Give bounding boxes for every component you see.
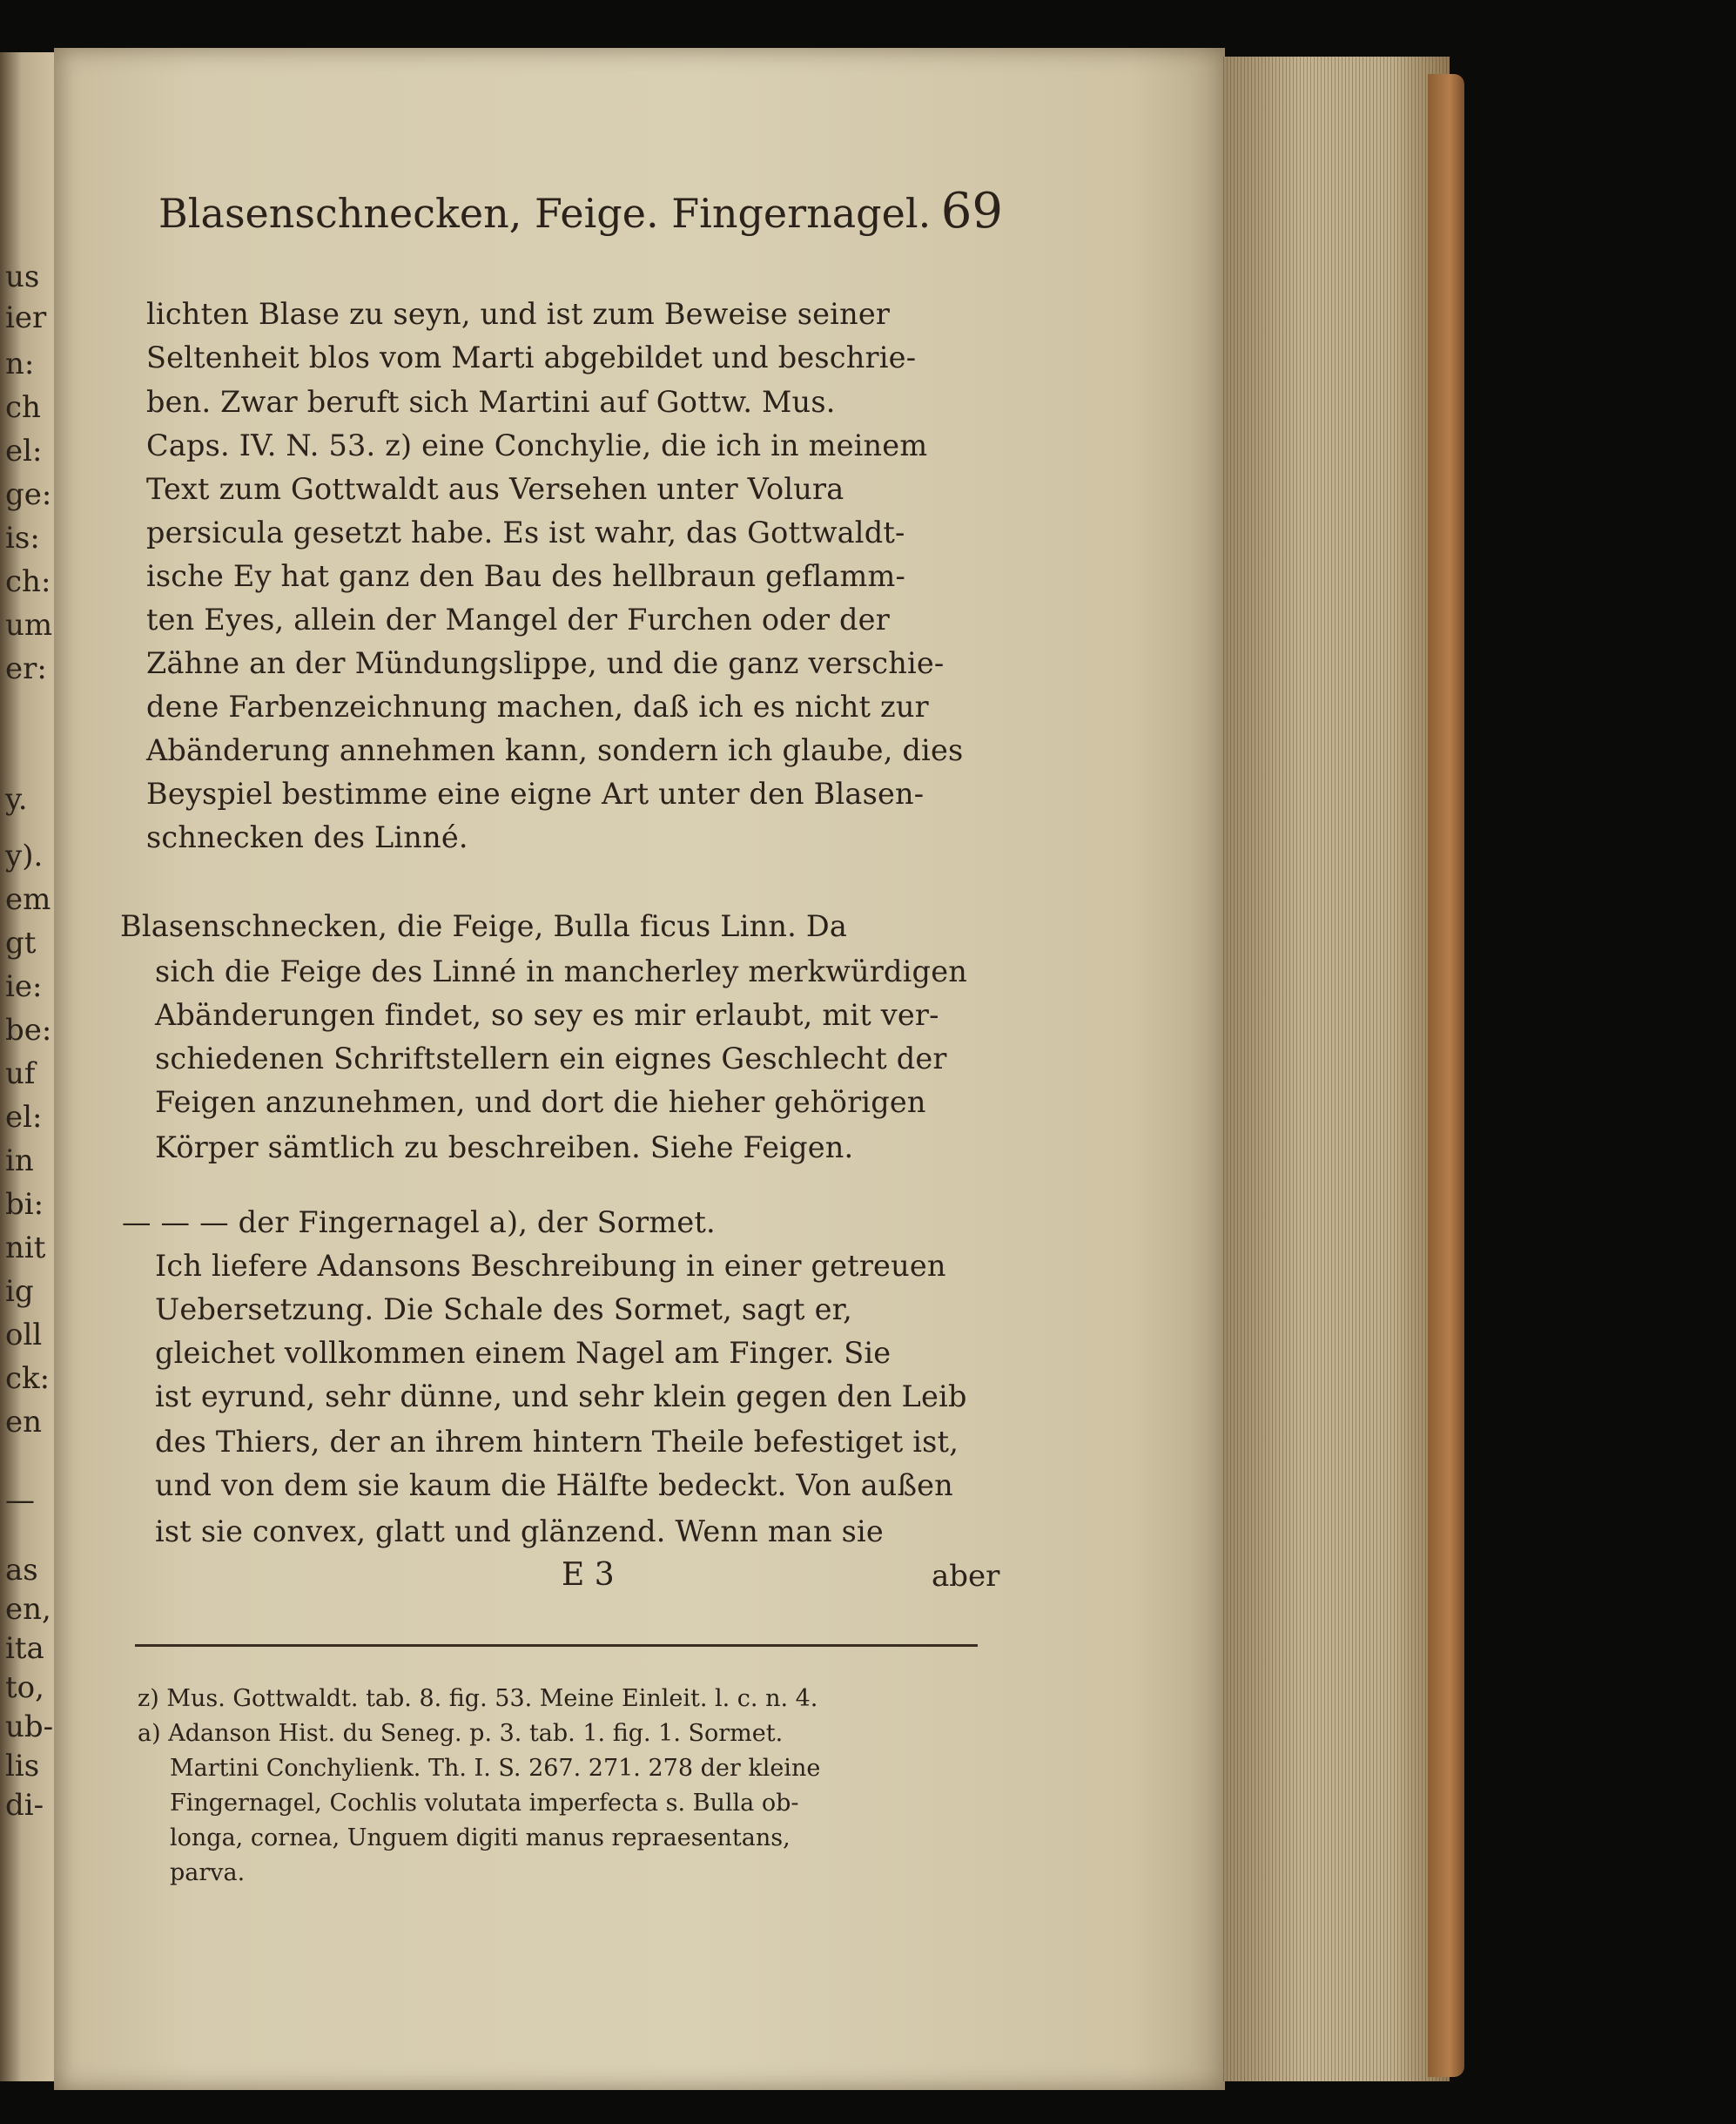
running-head: Blasenschnecken, Feige. Fingernagel. — [158, 190, 932, 237]
facing-page-fragment: nit — [5, 1231, 46, 1265]
text-line: Seltenheit blos vom Marti abgebildet und beschrie- — [146, 341, 917, 374]
facing-page-fragment: as — [5, 1553, 38, 1588]
facing-page-edge — [0, 52, 54, 2081]
facing-page-fragment: n: — [5, 347, 35, 381]
facing-page-fragment: ub- — [5, 1709, 54, 1744]
facing-page-fragment: el: — [5, 434, 43, 469]
facing-page-fragment: en, — [5, 1592, 51, 1627]
text-line: Abänderung annehmen kann, sondern ich glaube, dies — [146, 733, 964, 767]
book-cover-edge — [1428, 74, 1464, 2077]
text-line: ist sie convex, glatt und glänzend. Wenn man sie — [155, 1514, 884, 1548]
page-header — [158, 183, 1003, 251]
text-line: Beyspiel bestimme eine eigne Art unter den Blasen- — [146, 777, 925, 811]
text-line: Körper sämtlich zu beschreiben. Siehe Feigen. — [155, 1130, 854, 1164]
text-line: lichten Blase zu seyn, und ist zum Beweise seiner — [146, 297, 891, 331]
text-line: Blasenschnecken, die Feige, Bulla ficus Linn. Da — [120, 909, 848, 943]
facing-page-fragment: oll — [5, 1318, 43, 1352]
facing-page-fragment: y. — [5, 782, 28, 817]
facing-page-fragment: en — [5, 1405, 43, 1440]
facing-page-fragment: gt — [5, 926, 37, 961]
text-line: und von dem sie kaum die Hälfte bedeckt. Von außen — [155, 1468, 953, 1502]
facing-page-fragment: ge: — [5, 477, 52, 512]
facing-page-fragment: is: — [5, 521, 40, 556]
facing-page-fragment: di- — [5, 1788, 44, 1823]
text-line: gleichet vollkommen einem Nagel am Finger. Sie — [155, 1336, 892, 1370]
text-line: sich die Feige des Linné in mancherley merkwürdigen — [155, 954, 968, 988]
catchword: aber — [932, 1559, 1000, 1594]
text-line: Text zum Gottwaldt aus Versehen unter Volura — [146, 472, 844, 506]
facing-page-fragment: ie: — [5, 969, 43, 1004]
footnote-line: parva. — [170, 1859, 246, 1886]
facing-page-fragment: bi: — [5, 1187, 44, 1222]
text-line: Abänderungen findet, so sey es mir erlaubt, mit ver- — [155, 998, 939, 1032]
text-line: schnecken des Linné. — [146, 820, 468, 854]
text-line: persicula gesetzt habe. Es ist wahr, das Gottwaldt- — [146, 516, 905, 550]
facing-page-fragment: ig — [5, 1274, 34, 1309]
facing-page-fragment: ch — [5, 390, 41, 425]
text-line: ten Eyes, allein der Mangel der Furchen oder der — [146, 603, 890, 637]
footnote-line: z) Mus. Gottwaldt. tab. 8. fig. 53. Meine Einleit. l. c. n. 4. — [138, 1685, 818, 1712]
facing-page-fragment: el: — [5, 1100, 43, 1135]
text-line: Feigen anzunehmen, und dort die hieher gehörigen — [155, 1085, 926, 1119]
facing-page-fragment: in — [5, 1143, 34, 1178]
facing-page-fragment: us — [5, 260, 40, 294]
facing-page-fragment: to, — [5, 1670, 44, 1705]
text-line: Uebersetzung. Die Schale des Sormet, sagt er, — [155, 1292, 852, 1326]
facing-page-fragment: um — [5, 608, 53, 643]
footnote-line: a) Adanson Hist. du Seneg. p. 3. tab. 1. fig. 1. Sormet. — [138, 1720, 784, 1747]
facing-page-fragment: ita — [5, 1631, 44, 1666]
facing-page-fragment: y). — [5, 839, 44, 873]
facing-page-fragment: lis — [5, 1749, 40, 1783]
footnote-line: longa, cornea, Unguem digiti manus repraesentans, — [170, 1824, 791, 1851]
facing-page-fragment: uf — [5, 1056, 36, 1091]
facing-page-fragment: ck: — [5, 1361, 50, 1396]
text-line: Caps. IV. N. 53. z) eine Conchylie, die ich in meinem — [146, 428, 928, 462]
text-line: — — — der Fingernagel a), der Sormet. — [122, 1205, 716, 1239]
page-number: 69 — [940, 183, 1003, 239]
text-line: schiedenen Schriftstellern ein eignes Geschlecht der — [155, 1042, 947, 1075]
facing-page-fragment: em — [5, 882, 51, 917]
text-line: ben. Zwar beruft sich Martini auf Gottw. Mus. — [146, 385, 836, 419]
signature-mark: E 3 — [562, 1557, 615, 1593]
footnote-line: Martini Conchylienk. Th. I. S. 267. 271. 278 der kleine — [170, 1755, 821, 1782]
facing-page-fragment: ch: — [5, 564, 51, 599]
page-block-edges — [1223, 57, 1450, 2081]
text-line: Zähne an der Mündungslippe, und die ganz verschie- — [146, 646, 945, 680]
facing-page-fragment: er: — [5, 651, 47, 686]
facing-page-fragment: be: — [5, 1013, 52, 1048]
facing-page-fragment: ier — [5, 300, 47, 335]
text-line: des Thiers, der an ihrem hintern Theile befestiget ist, — [155, 1425, 959, 1459]
text-line: dene Farbenzeichnung machen, daß ich es nicht zur — [146, 690, 929, 724]
text-line: ische Ey hat ganz den Bau des hellbraun geflamm- — [146, 559, 905, 593]
footnote-rule — [135, 1644, 978, 1647]
facing-page-fragment: — — [5, 1483, 35, 1518]
text-line: ist eyrund, sehr dünne, und sehr klein gegen den Leib — [155, 1379, 967, 1413]
text-line: Ich liefere Adansons Beschreibung in einer getreuen — [155, 1249, 946, 1283]
footnote-line: Fingernagel, Cochlis volutata imperfecta s. Bulla ob- — [170, 1790, 799, 1817]
